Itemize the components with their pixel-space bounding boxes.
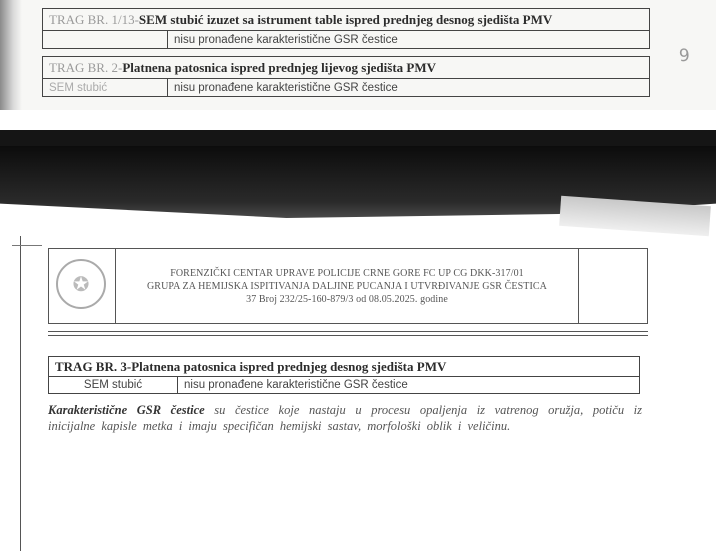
trag-1-result: nisu pronađene karakteristične GSR čestice [168, 31, 650, 49]
trag-2-prefix: TRAG BR. 2- [49, 60, 123, 75]
trag-2-result-table [42, 78, 650, 97]
trag-2-title-text: Platnena patosnica ispred prednjeg lijevog sjedišta PMV [122, 60, 436, 75]
top-page-fragment [0, 0, 716, 110]
trag-1-title [42, 8, 650, 30]
lower-page [0, 146, 716, 555]
gsr-definition [48, 402, 642, 434]
table-row [43, 79, 650, 97]
left-margin-tick [12, 245, 42, 246]
header-right-cell [578, 249, 647, 323]
header-rule-1 [48, 331, 648, 332]
header-seal-cell [49, 249, 116, 323]
header-line-2: GRUPA ZA HEMIJSKA ISPITIVANJA DALJINE PUCANJA I UTVRĐIVANJE GSR ČESTICA [146, 281, 548, 292]
trag-1-block [42, 8, 650, 49]
trag-1-method [43, 31, 168, 49]
trag-2-method: SEM stubić [43, 79, 168, 97]
scan-separator [0, 130, 716, 146]
trag-3-title-text: TRAG BR. 3-Platnena patosnica ispred prednjeg desnog sjedišta PMV [55, 359, 447, 374]
trag-1-title-text: SEM stubić izuzet sa istrument table ispred prednjeg desnog sjedišta PMV [138, 12, 553, 27]
table-row [49, 377, 640, 394]
trag-1-result-table [42, 30, 650, 49]
document-header [48, 248, 648, 324]
trag-3-result-table [48, 376, 640, 394]
header-line-3: 37 Broj 232/25-160-879/3 od 08.05.2025. godine [246, 294, 448, 305]
handwritten-page-number: 9 [678, 45, 691, 67]
header-text [115, 267, 579, 306]
trag-3-block [48, 356, 640, 394]
trag-2-block [42, 56, 650, 97]
trag-3-title [48, 356, 640, 376]
definition-term: Karakteristične GSR čestice [48, 403, 205, 417]
header-line-1: FORENZIČKI CENTAR UPRAVE POLICIJE CRNE GORE FC UP CG DKK-317/01 [170, 268, 524, 279]
definition-text: su čestice koje nastaju u procesu opaljenja iz vatrenog oružja, potiču iz inicijalne kapisle metka i imaju specifičan hemijski sastav, morfološki oblik i veličinu. [48, 403, 643, 433]
trag-3-result: nisu pronađene karakteristične GSR čestice [178, 377, 640, 394]
trag-1-prefix: TRAG BR. 1/13- [49, 12, 139, 27]
trag-3-method: SEM stubić [49, 377, 178, 394]
scan-shadow [0, 0, 22, 110]
trag-2-title [42, 56, 650, 78]
table-row [43, 31, 650, 49]
police-seal-icon: ✪ [56, 259, 106, 309]
header-rule-2 [48, 335, 648, 336]
left-margin-line [20, 236, 21, 551]
trag-2-result: nisu pronađene karakteristične GSR čestice [168, 79, 650, 97]
